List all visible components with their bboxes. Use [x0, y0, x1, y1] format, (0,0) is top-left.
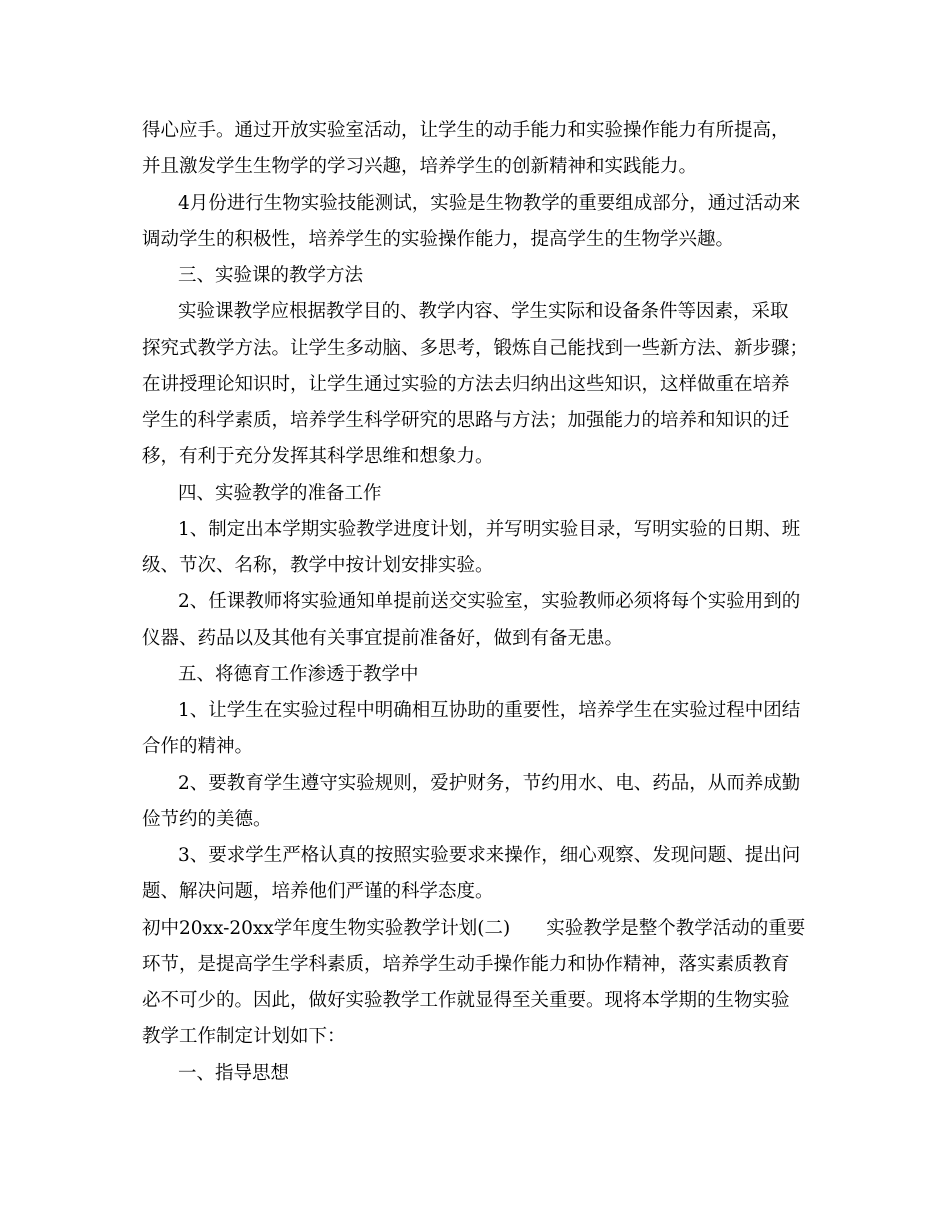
section-heading: 一、指导思想: [178, 1063, 290, 1084]
text-line: 探究式教学方法。让学生多动脑、多思考，锻炼自己能找到一些新方法、新步骤；: [142, 338, 809, 359]
text-line: 实验课教学应根据教学目的、教学内容、学生实际和设备条件等因素，采取: [178, 301, 789, 322]
text-line: 必不可少的。因此，做好实验教学工作就显得至关重要。现将本学期的生物实验: [142, 990, 790, 1011]
text-line: 仪器、药品以及其他有关事宜提前准备好，做到有备无患。: [142, 628, 624, 649]
text-line: 学生的科学素质，培养学生科学研究的思路与方法；加强能力的培养和知识的迁: [142, 410, 790, 431]
document-title-line: [142, 911, 805, 947]
text-line: 实验教学是整个教学活动的重要: [546, 918, 806, 939]
document-title: 初中20xx-20xx学年度生物实验教学计划(二): [142, 918, 511, 939]
text-line: 得心应手。通过开放实验室活动，让学生的动手能力和实验操作能力有所提高，: [142, 120, 790, 141]
text-line: 俭节约的美德。: [142, 809, 272, 830]
text-line: 2、要教育学生遵守实验规则，爱护财务，节约用水、电、药品，从而养成勤: [178, 773, 801, 794]
text-line: 2、任课教师将实验通知单提前送交实验室，实验教师必须将每个实验用到的: [178, 591, 801, 612]
text-line: 环节，是提高学生学科素质，培养学生动手操作能力和协作精神，落实素质教育: [142, 954, 790, 975]
text-line: 在讲授理论知识时，让学生通过实验的方法去归纳出这些知识，这样做重在培养: [142, 374, 790, 395]
text-line: 题、解决问题，培养他们严谨的科学态度。: [142, 881, 494, 902]
text-line: 教学工作制定计划如下：: [142, 1026, 346, 1047]
text-line: 3、要求学生严格认真的按照实验要求来操作，细心观察、发现问题、提出问: [178, 845, 801, 866]
text-line: 1、制定出本学期实验教学进度计划，并写明实验目录，写明实验的日期、班: [178, 519, 801, 540]
section-heading: 四、实验教学的准备工作: [178, 483, 382, 504]
text-line: 4月份进行生物实验技能测试，实验是生物教学的重要组成部分，通过活动来: [178, 193, 801, 214]
text-line: 1、让学生在实验过程中明确相互协助的重要性，培养学生在实验过程中团结: [178, 700, 801, 721]
text-line: 调动学生的积极性，培养学生的实验操作能力，提高学生的生物学兴趣。: [142, 229, 735, 250]
section-heading: 三、实验课的教学方法: [178, 265, 364, 286]
text-line: 移，有利于充分发挥其科学思维和想象力。: [142, 446, 494, 467]
section-heading: 五、将德育工作渗透于教学中: [178, 664, 419, 685]
text-line: 级、节次、名称，教学中按计划安排实验。: [142, 555, 494, 576]
text-line: 并且激发学生生物学的学习兴趣，培养学生的创新精神和实践能力。: [142, 156, 698, 177]
text-line: 合作的精神。: [142, 736, 254, 757]
